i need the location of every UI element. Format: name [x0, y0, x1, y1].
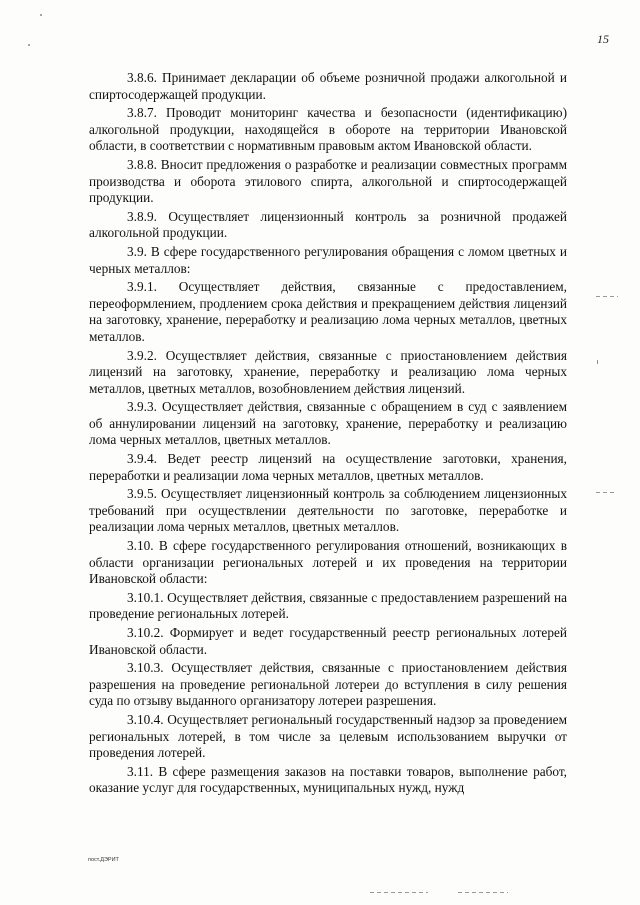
paragraph-3-9-5: 3.9.5. Осуществляет лицензионный контроль за соблюдением лицензионных требований при осуществлении деятельности по заготовке, переработке и реализации лома черных металлов, цветных металлов. — [89, 486, 567, 535]
scan-speck — [40, 14, 42, 16]
paragraph-3-8-9: 3.8.9. Осуществляет лицензионный контроль за розничной продажей алкогольной продукции. — [89, 208, 567, 241]
scan-mark — [370, 892, 428, 893]
paragraph-3-10: 3.10. В сфере государственного регулирования отношений, возникающих в области организации региональных лотерей и их проведения на территории Ивановской области: — [89, 538, 567, 587]
paragraph-3-11: 3.11. В сфере размещения заказов на поставки товаров, выполнение работ, оказание услуг для государственных, муниципальных нужд, нужд — [89, 763, 567, 796]
paragraph-3-8-8: 3.8.8. Вносит предложения о разработке и реализации совместных программ производства и оборота этилового спирта, алкогольной и спиртосодержащей продукции. — [89, 156, 567, 206]
paragraph-3-9-3: 3.9.3. Осуществляет действия, связанные с обращением в суд с заявлением об аннулировании лицензий на заготовку, хранение, переработку и реализацию лома черных металлов, цветных металлов. — [89, 399, 567, 448]
paragraph-3-10-3: 3.10.3. Осуществляет действия, связанные с приостановлением действия разрешения на проведение региональной лотереи до вступления в силу решения суда по отзыву выданного организатору лотереи разрешения. — [89, 660, 567, 709]
footer-code: пост.ДЭРИТ — [88, 857, 119, 863]
scan-speck — [28, 44, 30, 46]
scan-mark — [458, 892, 508, 893]
body-text — [89, 70, 567, 799]
paragraph-3-8-7: 3.8.7. Проводит мониторинг качества и безопасности (идентификацию) алкогольной продукции, находящейся в обороте на территории Ивановской области, в соответствии с нормативным правовым актом Ивановской области. — [89, 105, 567, 154]
paragraph-3-8-6: 3.8.6. Принимает декларации об объеме розничной продажи алкогольной и спиртосодержащей продукции. — [89, 70, 567, 102]
scan-speck — [597, 360, 598, 364]
scan-mark — [596, 296, 618, 297]
paragraph-3-9-4: 3.9.4. Ведет реестр лицензий на осуществление заготовки, хранения, переработки и реализации лома черных металлов, цветных металлов. — [89, 451, 567, 483]
page-number: 15 — [597, 32, 609, 46]
scan-mark — [596, 492, 616, 493]
paragraph-3-9: 3.9. В сфере государственного регулирования обращения с ломом цветных и черных металлов: — [89, 243, 567, 276]
paragraph-3-10-2: 3.10.2. Формирует и ведет государственный реестр региональных лотерей Ивановской области. — [89, 625, 567, 657]
paragraph-3-10-1: 3.10.1. Осуществляет действия, связанные с предоставлением разрешений на проведение региональных лотерей. — [89, 589, 567, 622]
paragraph-3-9-1: 3.9.1. Осуществляет действия, связанные с предоставлением, переоформлением, продлением срока действия и прекращением действия лицензий на заготовку, хранение, переработку и реализацию лома черных металлов, цветных металлов. — [89, 279, 567, 344]
paragraph-3-9-2: 3.9.2. Осуществляет действия, связанные с приостановлением действия лицензий на заготовку, хранение, переработку и реализацию лома черных металлов, цветных металлов, возобновлением действия лицензий. — [89, 347, 567, 396]
paragraph-3-10-4: 3.10.4. Осуществляет региональный государственный надзор за проведением региональных лотерей, в том числе за целевым использованием выручки от проведения лотерей. — [89, 711, 567, 761]
